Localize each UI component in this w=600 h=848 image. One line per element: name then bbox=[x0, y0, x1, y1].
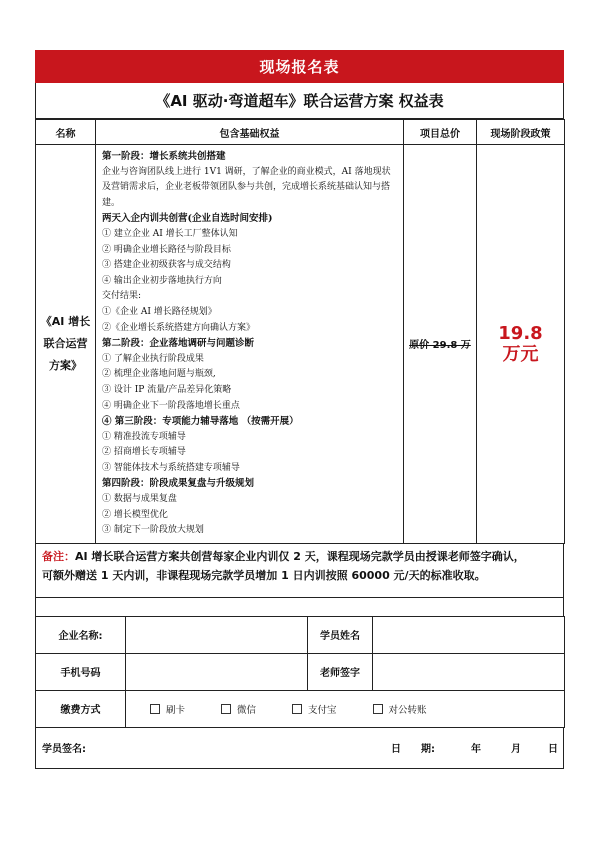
benefit-line: ① 数据与成果复盘 bbox=[102, 494, 177, 505]
remark-label: 备注： bbox=[42, 549, 75, 563]
phone-label: 手机号码 bbox=[36, 653, 126, 690]
table-row bbox=[36, 653, 565, 690]
table-row bbox=[36, 616, 565, 653]
product-name-line: 联合运营 bbox=[43, 336, 88, 350]
product-name-line: 《AI 增长 bbox=[40, 314, 91, 328]
payment-option-card[interactable]: 刷卡 bbox=[150, 702, 185, 716]
benefit-line: ① 建立企业 AI 增长工厂整体认知 bbox=[102, 228, 238, 239]
payment-method-label: 缴费方式 bbox=[36, 690, 126, 727]
column-header: 名称 bbox=[36, 120, 96, 145]
checkbox-icon[interactable] bbox=[292, 704, 302, 714]
day-label: 日 bbox=[548, 744, 558, 756]
remark-note bbox=[35, 544, 564, 598]
signature-row bbox=[35, 728, 564, 769]
benefit-stage-heading: ④ 第三阶段：专项能力辅导落地 （按需开展） bbox=[102, 416, 299, 428]
registration-form bbox=[35, 50, 564, 769]
payment-options bbox=[126, 690, 565, 727]
benefit-line: ③ 设计 IP 流量/产品差异化策略 bbox=[102, 384, 232, 395]
date-label-2: 期: bbox=[421, 744, 435, 756]
remark-line: 可额外赠送 1 天内训，非课程现场完款学员增加 1 日内训按照 60000 元/天的标准收取。 bbox=[42, 568, 486, 582]
teacher-sign-field[interactable] bbox=[373, 653, 565, 690]
benefit-line: ④ 明确企业下一阶段落地增长重点 bbox=[102, 400, 240, 411]
benefit-stage-heading: 第二阶段：企业落地调研与问题诊断 bbox=[102, 338, 255, 350]
benefit-line: ①《企业 AI 增长路径规划》 bbox=[102, 306, 217, 317]
year-label: 年 bbox=[471, 744, 481, 756]
benefit-line: ② 梳理企业落地问题与瓶颈, bbox=[102, 369, 216, 380]
benefit-line: ③ 制定下一阶段放大规划 bbox=[102, 525, 204, 536]
payment-option-transfer[interactable]: 对公转账 bbox=[373, 702, 427, 716]
policy-cell bbox=[477, 145, 565, 544]
policy-amount: 19.8 bbox=[498, 322, 543, 344]
product-name-cell bbox=[36, 145, 96, 544]
student-name-field[interactable] bbox=[373, 616, 565, 653]
company-name-field[interactable] bbox=[126, 616, 308, 653]
form-banner: 现场报名表 bbox=[35, 50, 564, 83]
registration-fields bbox=[35, 616, 565, 728]
benefits-cell bbox=[96, 145, 404, 544]
original-price: 原价 29.8 万 bbox=[409, 340, 471, 352]
table-row bbox=[36, 690, 565, 727]
product-name-line: 方案》 bbox=[49, 358, 82, 372]
form-title: 《AI 驱动·弯道超车》联合运营方案 权益表 bbox=[35, 83, 564, 119]
date-label: 日 bbox=[391, 744, 401, 756]
benefit-line: ③ 搭建企业初级获客与成交结构 bbox=[102, 260, 231, 271]
spacer bbox=[35, 598, 564, 616]
checkbox-icon[interactable] bbox=[373, 704, 383, 714]
student-sign-label: 学员签名: bbox=[42, 744, 86, 756]
checkbox-icon[interactable] bbox=[221, 704, 231, 714]
checkbox-icon[interactable] bbox=[150, 704, 160, 714]
table-row bbox=[36, 145, 565, 544]
payment-option-alipay[interactable]: 支付宝 bbox=[292, 702, 337, 716]
benefit-line: ② 明确企业增长路径与阶段目标 bbox=[102, 244, 231, 255]
benefit-stage-heading: 两天入企内训共创营(企业自选时间安排) bbox=[102, 213, 273, 225]
benefit-line: ② 增长模型优化 bbox=[102, 509, 168, 520]
column-header: 现场阶段政策 bbox=[477, 120, 565, 145]
student-name-label: 学员姓名 bbox=[308, 616, 373, 653]
table-header-row bbox=[36, 120, 565, 145]
column-header: 项目总价 bbox=[404, 120, 477, 145]
benefit-line: ④ 输出企业初步落地执行方向 bbox=[102, 275, 222, 286]
benefit-line: 交付结果: bbox=[102, 291, 142, 302]
benefit-line: ① 了解企业执行阶段成果 bbox=[102, 353, 204, 364]
benefit-line: ① 精准投流专项辅导 bbox=[102, 431, 186, 442]
column-header: 包含基础权益 bbox=[96, 120, 404, 145]
price-cell bbox=[404, 145, 477, 544]
policy-unit: 万元 bbox=[502, 343, 539, 365]
benefit-line: ②《企业增长系统搭建方向确认方案》 bbox=[102, 322, 256, 333]
benefit-line: ③ 智能体技术与系统搭建专项辅导 bbox=[102, 462, 240, 473]
remark-line: AI 增长联合运营方案共创营每家企业内训仅 2 天，课程现场完款学员由授课老师签字确认， bbox=[75, 549, 525, 563]
company-name-label: 企业名称: bbox=[36, 616, 126, 653]
benefit-stage-heading: 第四阶段：阶段成果复盘与升级规划 bbox=[102, 478, 255, 490]
phone-field[interactable] bbox=[126, 653, 308, 690]
payment-option-wechat[interactable]: 微信 bbox=[221, 702, 256, 716]
benefit-stage-heading: 第一阶段：增长系统共创搭建 bbox=[102, 151, 226, 162]
benefit-line: ② 招商增长专项辅导 bbox=[102, 447, 186, 458]
benefit-line: 企业与咨询团队线上进行 1V1 调研，了解企业的商业模式，AI 落地现状及营销需求后，企业老板带领团队参与共创，完成增长系统基础认知与搭建。 bbox=[102, 166, 391, 208]
teacher-sign-label: 老师签字 bbox=[308, 653, 373, 690]
month-label: 月 bbox=[511, 744, 521, 756]
benefits-table bbox=[35, 119, 565, 544]
